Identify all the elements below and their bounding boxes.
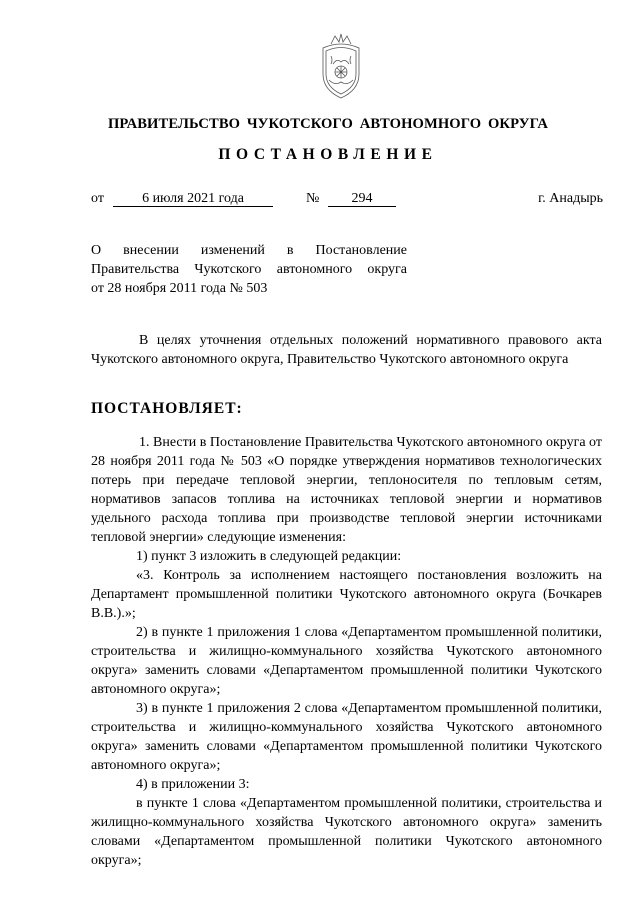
document-date-value: 6 июля 2021 года xyxy=(113,191,273,207)
item-1-paragraph: 1. Внести в Постановление Правительства Чукотского автономного округа от 28 ноября 2011 года № 503 «О порядке утверждения нормативов технологических потерь при передаче тепловой энергии, теплоносителя по тепловым сетям, нормативов запасов топлива на источниках тепловой энергии и нормативов удельного расхода топлива при производстве тепловой энергии источниками тепловой энергии» следующие изменения: xyxy=(91,435,602,545)
subitem-3-paragraph: 3) в пункте 1 приложения 2 слова «Департаментом промышленной политики, строительства и жилищно-коммунального хозяйства Чукотского автономного округа» заменить словами «Департаментом промышленной политики Чукотского автономного округа»; xyxy=(91,701,602,773)
place-of-issue: г. Анадырь xyxy=(538,191,603,206)
subitem-4-paragraph: 4) в приложении 3: xyxy=(136,777,250,792)
document-date xyxy=(113,191,273,207)
subitem-2-paragraph: 2) в пункте 1 приложения 1 слова «Департаментом промышленной политики, строительства и жилищно-коммунального хозяйства Чукотского автономного округа» заменить словами «Департаментом промышленной политики Чукотского автономного округа»; xyxy=(91,625,602,697)
subitem-1-paragraph: 1) пункт 3 изложить в следующей редакции: xyxy=(136,549,402,564)
subject-line-3: от 28 ноября 2011 года № 503 xyxy=(91,281,268,296)
document-number-value: 294 xyxy=(328,191,396,207)
resolution-body xyxy=(91,433,602,870)
coat-of-arms-emblem xyxy=(311,30,371,104)
date-prefix: от xyxy=(91,191,104,206)
subject-line-2: Правительства Чукотского автономного округа xyxy=(91,262,407,277)
document-number xyxy=(328,191,396,207)
organization-title: ПРАВИТЕЛЬСТВО ЧУКОТСКОГО АВТОНОМНОГО ОКРУГА xyxy=(107,116,549,132)
resolves-heading: ПОСТАНОВЛЯЕТ: xyxy=(91,400,243,417)
number-prefix: № xyxy=(306,191,320,206)
quote-1-paragraph: «3. Контроль за исполнением настоящего постановления возложить на Департамент промышленной политики Чукотского автономного округа (Бочкарев В.В.).»; xyxy=(91,568,602,621)
document-type-title: ПОСТАНОВЛЕНИЕ xyxy=(218,146,438,163)
subject-line-1: О внесении изменений в Постановление xyxy=(91,243,407,258)
preamble-paragraph: В целях уточнения отдельных положений нормативного правового акта Чукотского автономного округа, Правительство Чукотского автономного округа xyxy=(91,333,602,367)
subitem-4a-paragraph: в пункте 1 слова «Департаментом промышленной политики, строительства и жилищно-коммунального хозяйства Чукотского автономного округа» заменить словами «Департаментом промышленной политики Чукотского автономного округа»; xyxy=(91,796,602,868)
document-subject xyxy=(91,241,407,298)
